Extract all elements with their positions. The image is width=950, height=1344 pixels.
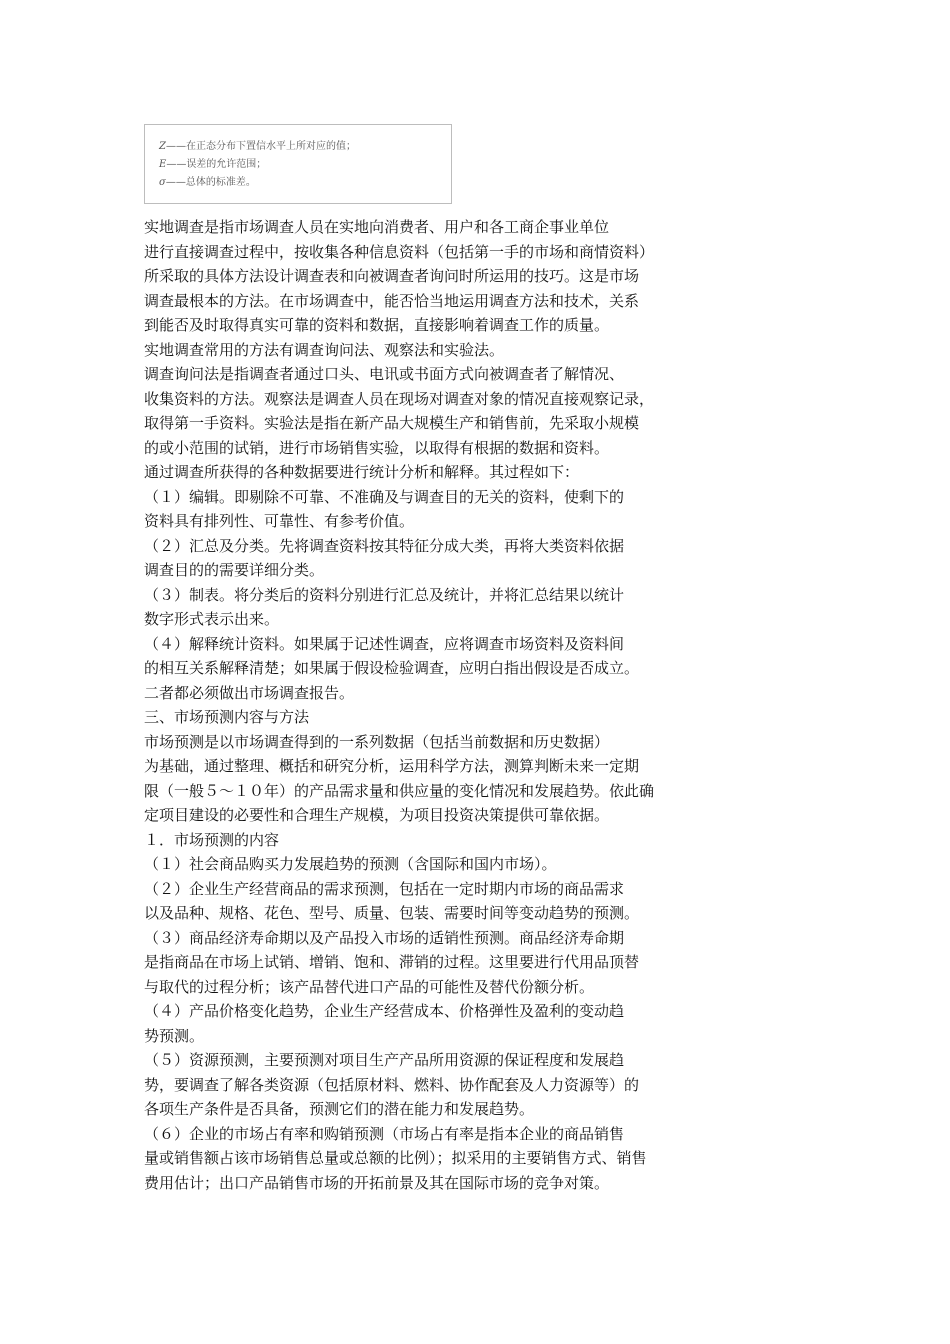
text-line: （１）社会商品购买力发展趋势的预测（含国际和国内市场）。 [144, 855, 557, 873]
text-line: 调查询问法是指调查者通过口头、电讯或书面方式向被调查者了解情况、 [144, 365, 625, 383]
text-line: 资料具有排列性、可靠性、有参考价值。 [144, 512, 415, 530]
text-line: 进行直接调查过程中，按收集各种信息资料（包括第一手的市场和商情资料） [144, 242, 655, 261]
text-line: （１）编辑。即剔除不可靠、不准确及与调查目的无关的资料，使剩下的 [144, 487, 625, 506]
text-line: （２）汇总及分类。先将调查资料按其特征分成大类，再将大类资料依据 [144, 536, 625, 555]
text-line: （５）资源预测，主要预测对项目生产产品所用资源的保证程度和发展趋 [144, 1051, 625, 1069]
text-line: 费用估计；出口产品销售市场的开拓前景及其在国际市场的竞争对策。 [144, 1173, 610, 1192]
subsection-heading: １．市场预测的内容 [144, 830, 280, 849]
text-line: 量或销售额占该市场销售总量或总额的比例）；拟采用的主要销售方式、销售 [144, 1149, 647, 1167]
text-line: 到能否及时取得真实可靠的资料和数据，直接影响着调查工作的质量。 [144, 316, 610, 334]
section-heading: 三、市场预测内容与方法 [144, 708, 310, 726]
text-line: （３）制表。将分类后的资料分别进行汇总及统计，并将汇总结果以统计 [144, 585, 625, 604]
text-line: 为基础，通过整理、概括和研究分析，运用科学方法，测算判断未来一定期 [144, 757, 640, 775]
text-line: 实地调查常用的方法有调查询问法、观察法和实验法。 [144, 340, 505, 359]
legend-row-sigma [159, 174, 451, 192]
text-line: 调查最根本的方法。在市场调查中，能否恰当地运用调查方法和技术，关系 [144, 291, 640, 310]
text-line: 取得第一手资料。实验法是指在新产品大规模生产和销售前，先采取小规模 [144, 414, 640, 432]
text-line: 二者都必须做出市场调查报告。 [144, 683, 355, 702]
text-line: （４）产品价格变化趋势，企业生产经营成本、价格弹性及盈利的变动趋 [144, 1002, 625, 1020]
legend-symbol: Z [159, 141, 166, 152]
text-line: 的相互关系解释清楚；如果属于假设检验调查，应明白指出假设是否成立。 [144, 659, 640, 677]
text-line: （６）企业的市场占有率和购销预测（市场占有率是指本企业的商品销售 [144, 1124, 625, 1143]
text-line: 势，要调查了解各类资源（包括原材料、燃料、协作配套及人力资源等）的 [144, 1075, 640, 1094]
text-line: 限（一般５～１０年）的产品需求量和供应量的变化情况和发展趋势。依此确 [144, 781, 655, 800]
legend-text: ——总体的标准差。 [165, 177, 256, 188]
text-line: 是指商品在市场上试销、增销、饱和、滞销的过程。这里要进行代用品顶替 [144, 953, 640, 971]
legend-symbol: σ [159, 177, 166, 188]
text-line: 数字形式表示出来。 [144, 610, 280, 628]
text-line: 收集资料的方法。观察法是调查人员在现场对调查对象的情况直接观察记录， [144, 389, 655, 408]
text-line: （３）商品经济寿命期以及产品投入市场的适销性预测。商品经济寿命期 [144, 928, 625, 947]
text-line: 各项生产条件是否具备，预测它们的潜在能力和发展趋势。 [144, 1100, 535, 1118]
text-line: 以及品种、规格、花色、型号、质量、包装、需要时间等变动趋势的预测。 [144, 904, 640, 922]
text-line: （２）企业生产经营商品的需求预测，包括在一定时期内市场的商品需求 [144, 879, 625, 898]
legend-text: ——误差的允许范围； [166, 159, 267, 170]
text-line: 所采取的具体方法设计调查表和向被调查者询问时所运用的技巧。这是市场 [144, 267, 640, 285]
legend-text: ——在正态分布下置信水平上所对应的值； [165, 141, 356, 152]
text-line: 的或小范围的试销，进行市场销售实验，以取得有根据的数据和资料。 [144, 438, 610, 457]
legend-symbol: E [159, 159, 167, 170]
legend-row-e [159, 156, 451, 174]
text-line: 实地调查是指市场调查人员在实地向消费者、用户和各工商企事业单位 [144, 218, 610, 236]
text-line: 与取代的过程分析；该产品替代进口产品的可能性及替代份额分析。 [144, 977, 595, 996]
text-line: （４）解释统计资料。如果属于记述性调查，应将调查市场资料及资料间 [144, 634, 625, 653]
formula-legend-box [144, 124, 452, 204]
text-line: 定项目建设的必要性和合理生产规模，为项目投资决策提供可靠依据。 [144, 806, 610, 824]
text-line: 市场预测是以市场调查得到的一系列数据（包括当前数据和历史数据） [144, 732, 610, 751]
text-line: 调查目的的需要详细分类。 [144, 561, 325, 579]
text-line: 通过调查所获得的各种数据要进行统计分析和解释。其过程如下： [144, 463, 580, 481]
body-text [144, 215, 724, 1195]
text-line: 势预测。 [144, 1026, 205, 1045]
legend-row-z [159, 138, 451, 156]
